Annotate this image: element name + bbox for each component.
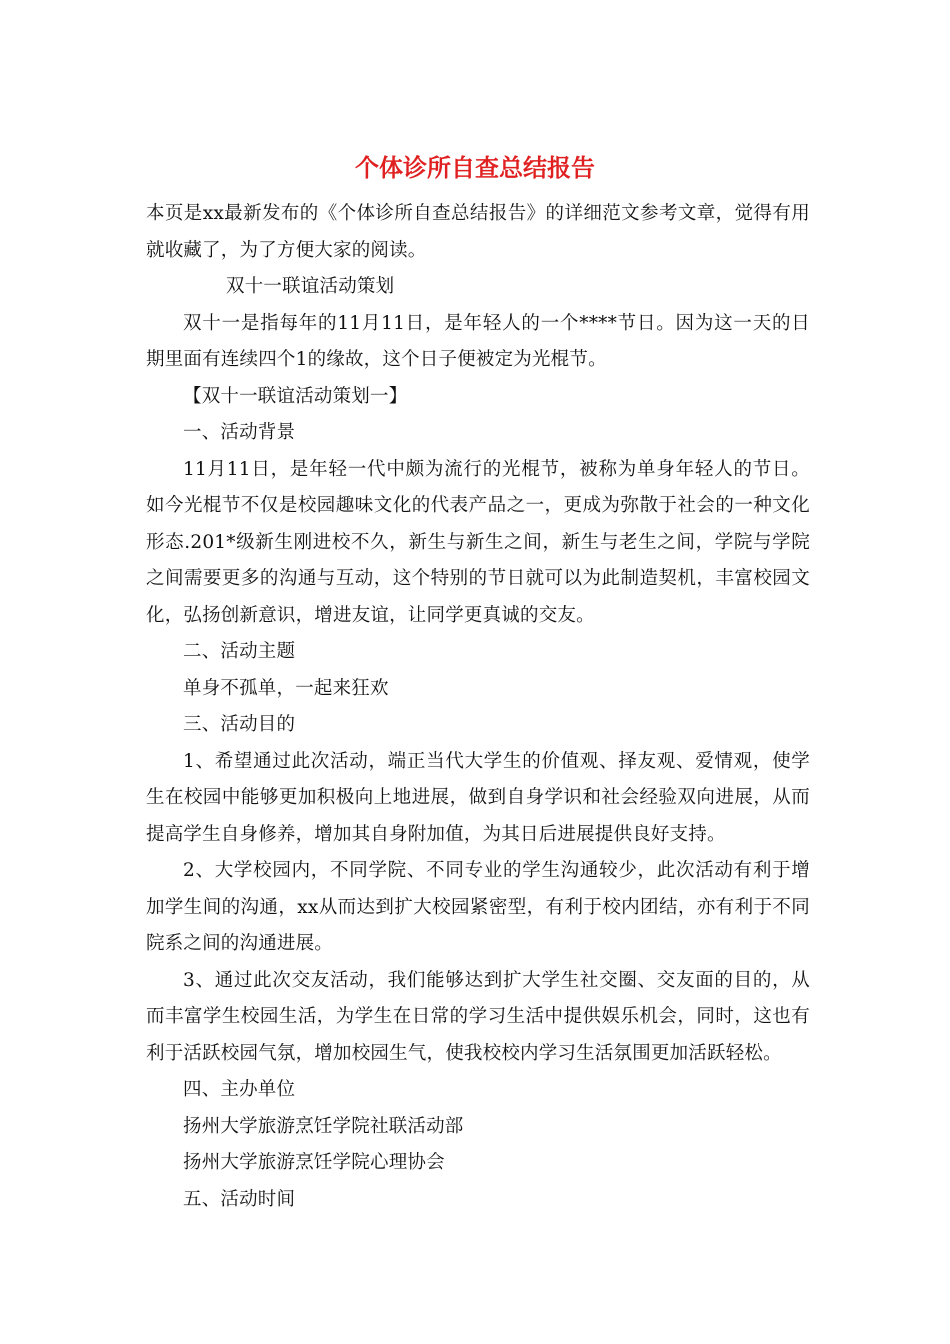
body-paragraph: 扬州大学旅游烹饪学院社联活动部	[183, 1115, 464, 1137]
section-heading: 五、活动时间	[183, 1188, 296, 1210]
section-heading: 二、活动主题	[183, 641, 296, 662]
section-heading: 一、活动背景	[183, 422, 296, 443]
section-heading: 四、主办单位	[183, 1079, 296, 1100]
body-paragraph: 11月11日，是年轻一代中颇为流行的光棍节，被称为单身年轻人的节日。如今光棍节不仅是校园趣味文化的代表产品之一，更成为弥散于社会的一种文化形态.201*级新生刚进校不久，新生与新生之间，新生与老生之间，学院与学院之间需要更多的沟通与互动，这个特别的节日就可以为此制造契机，丰富校园文化，弘扬创新意识，增进友谊，让同学更真诚的交友。	[146, 458, 810, 626]
intro-paragraph: 本页是xx最新发布的《个体诊所自查总结报告》的详细范文参考文章，觉得有用就收藏了，为了方便大家的阅读。	[146, 203, 810, 261]
body-paragraph: 1、希望通过此次活动，端正当代大学生的价值观、择友观、爱情观，使学生在校园中能够更加积极向上地进展，做到自身学识和社会经验双向进展，从而提高学生自身修养，增加其自身附加值，为其日后进展提供良好支持。	[146, 750, 810, 845]
body-paragraph: 双十一是指每年的11月11日，是年轻人的一个****节日。因为这一天的日期里面有连续四个1的缘故，这个日子便被定为光棍节。	[146, 312, 810, 370]
document-title: 个体诊所自查总结报告	[355, 153, 595, 182]
body-paragraph: 扬州大学旅游烹饪学院心理协会	[183, 1152, 445, 1173]
body-paragraph: 3、通过此次交友活动，我们能够达到扩大学生社交圈、交友面的目的，从而丰富学生校园生活，为学生在日常的学习生活中提供娱乐机会，同时，这也有利于活跃校园气氛，增加校园生气，使我校校内学习生活氛围更加活跃轻松。	[146, 969, 810, 1064]
section-heading: 双十一联谊活动策划	[226, 276, 395, 297]
body-paragraph: 单身不孤单，一起来狂欢	[183, 677, 389, 699]
section-heading: 【双十一联谊活动策划一】	[183, 385, 408, 407]
document-body	[146, 196, 810, 1218]
body-paragraph: 2、大学校园内，不同学院、不同专业的学生沟通较少，此次活动有利于增加学生间的沟通，xx从而达到扩大校园紧密型，有利于校内团结，亦有利于不同院系之间的沟通进展。	[146, 860, 810, 954]
section-heading: 三、活动目的	[183, 714, 296, 735]
